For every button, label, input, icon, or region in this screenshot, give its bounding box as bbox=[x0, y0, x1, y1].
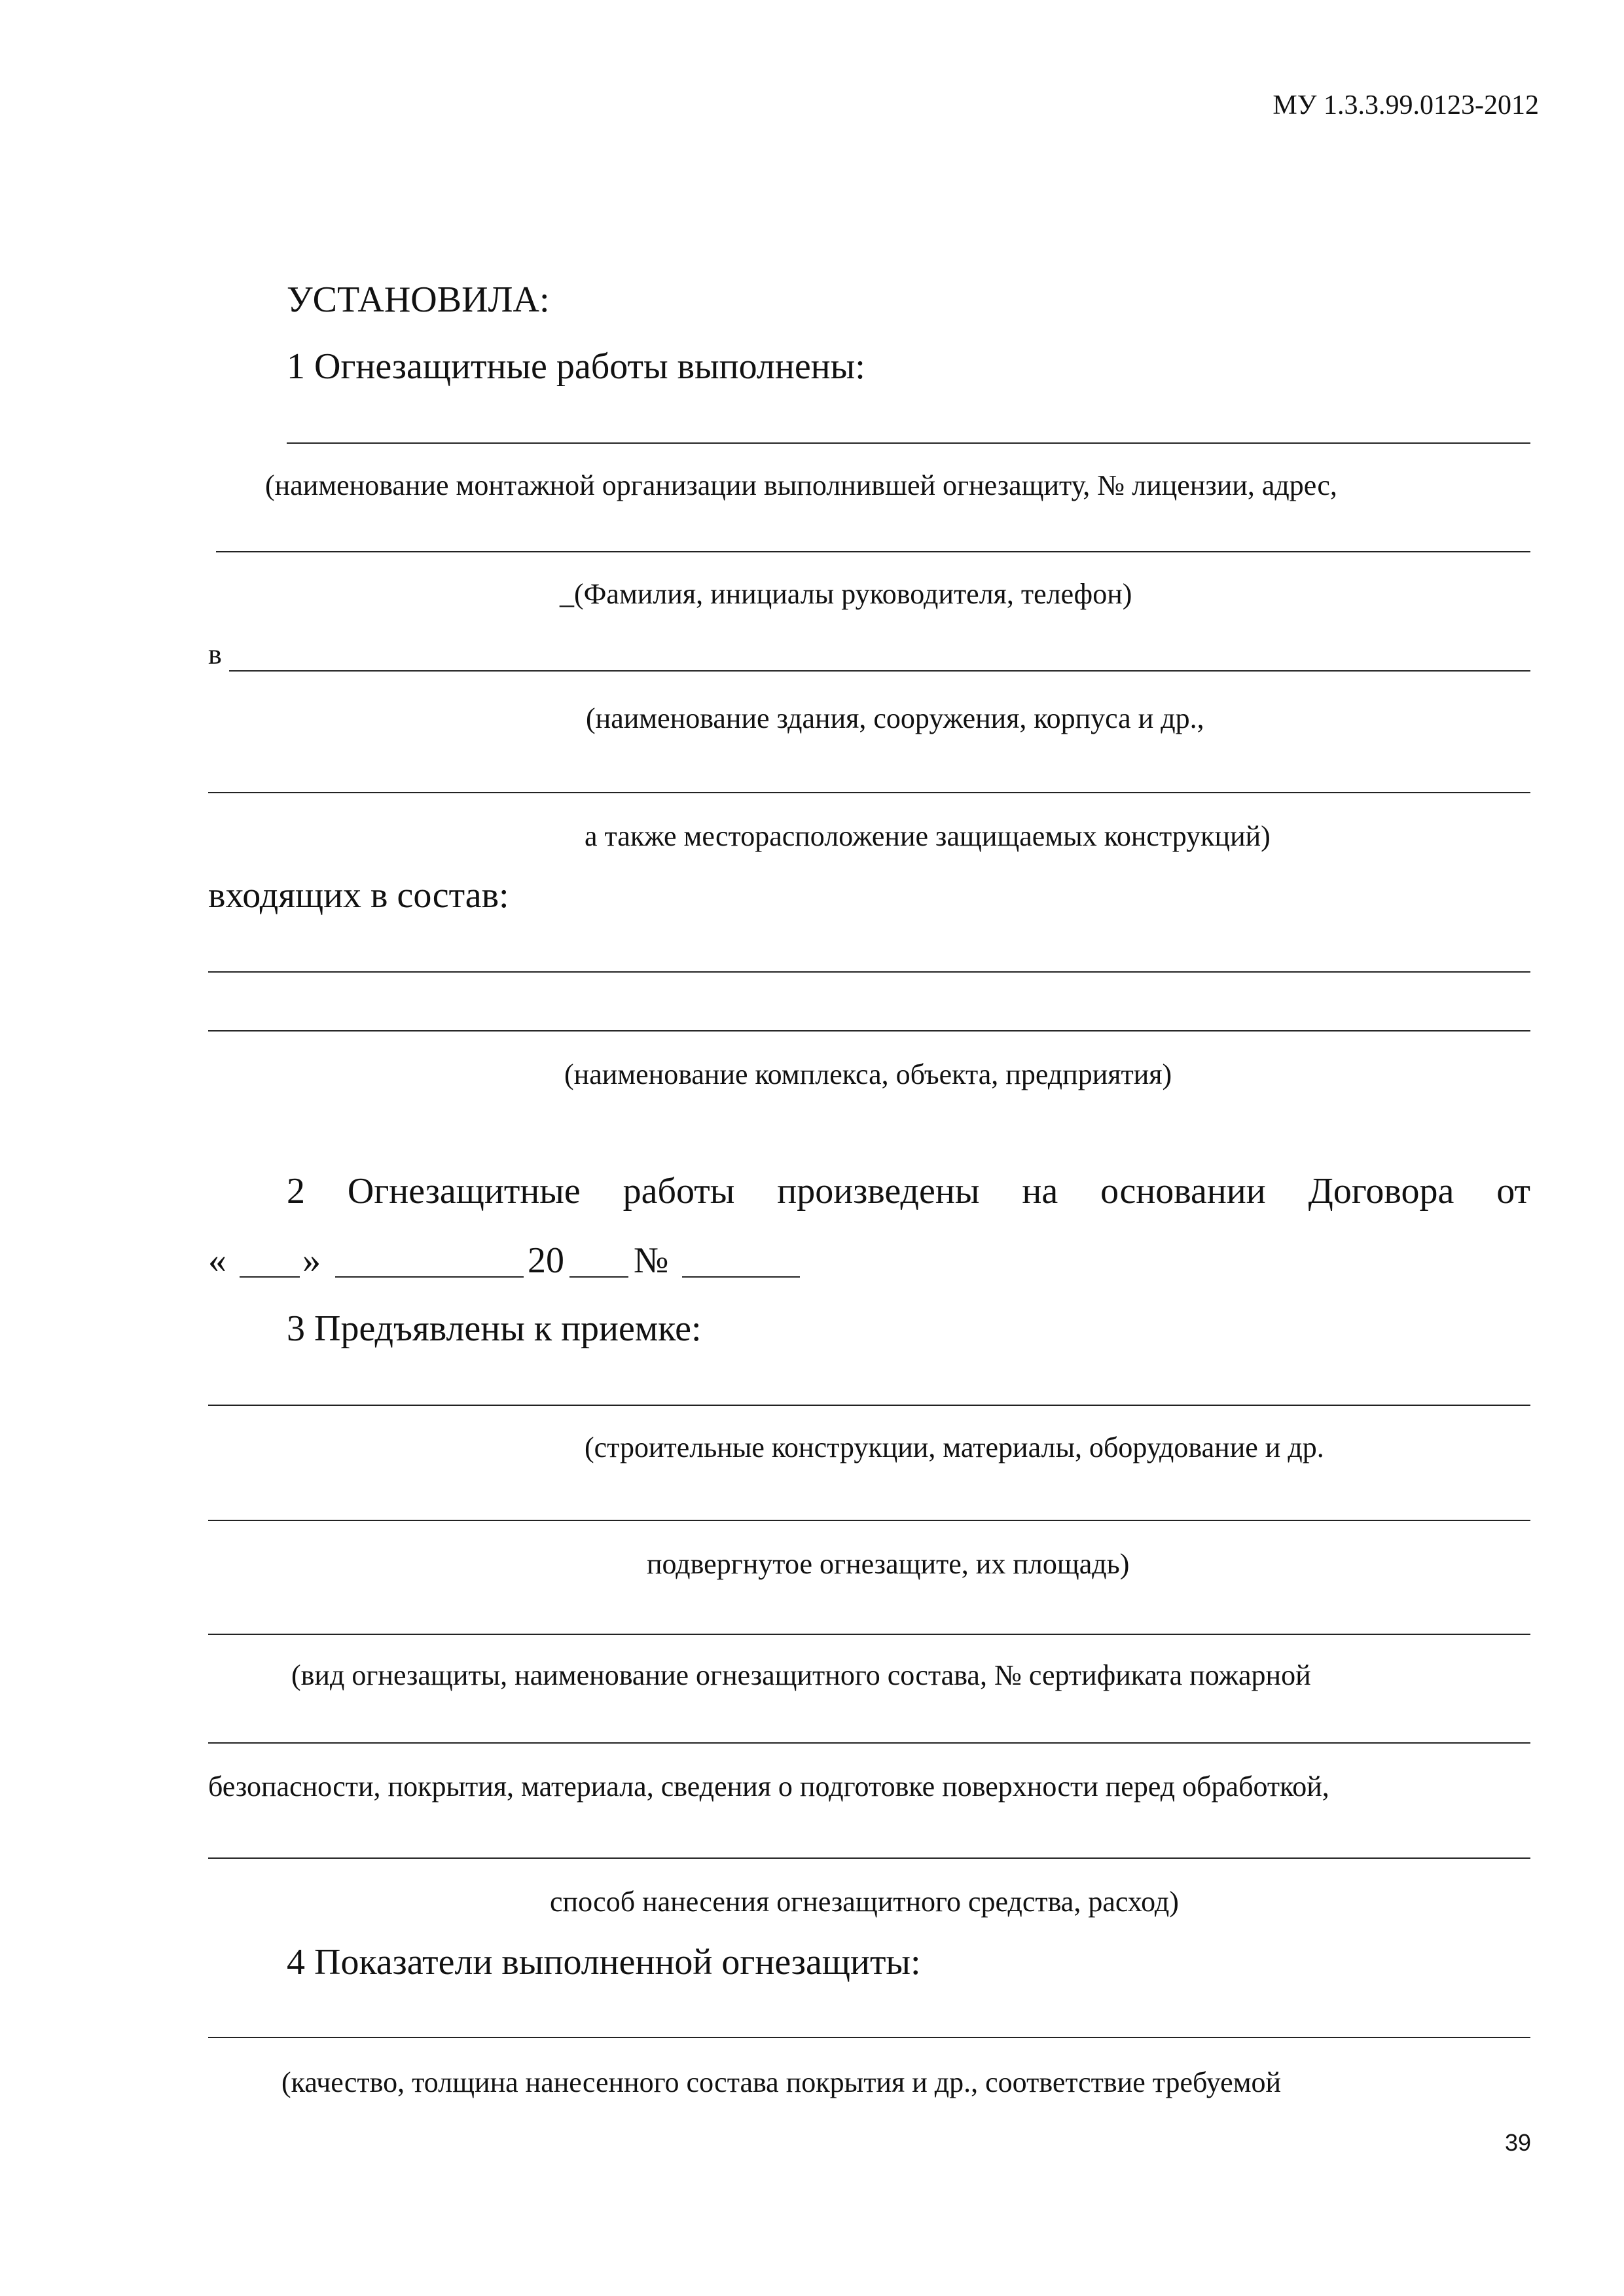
fill-line-year[interactable] bbox=[569, 1276, 628, 1278]
fill-line-area[interactable] bbox=[208, 1520, 1530, 1521]
number-sign: № bbox=[634, 1240, 669, 1281]
fill-line-structures[interactable] bbox=[208, 1405, 1530, 1406]
caption-type: (вид огнезащиты, наименование огнезащитного состава, № сертификата пожарной bbox=[291, 1659, 1311, 1691]
item-2-word: 2 bbox=[287, 1171, 305, 1211]
item-2-word: произведены bbox=[777, 1171, 980, 1211]
fill-line-building[interactable] bbox=[229, 670, 1530, 672]
fill-line-method[interactable] bbox=[208, 1857, 1530, 1859]
item-2-word: Договора bbox=[1308, 1171, 1454, 1211]
fill-line-quality[interactable] bbox=[208, 2037, 1530, 2038]
page-number: 39 bbox=[1504, 2129, 1531, 2156]
open-quote: « bbox=[208, 1240, 226, 1281]
fill-line-complex-1[interactable] bbox=[208, 971, 1530, 973]
caption-structures: (строительные конструкции, материалы, оборудование и др. bbox=[585, 1431, 1324, 1463]
caption-quality: (качество, толщина нанесенного состава покрытия и др., соответствие требуемой bbox=[281, 2066, 1282, 2098]
fill-line-location[interactable] bbox=[208, 792, 1530, 793]
fill-line-type[interactable] bbox=[208, 1634, 1530, 1635]
item-4-label: 4 Показатели выполненной огнезащиты: bbox=[287, 1942, 921, 1982]
item-3-label: 3 Предъявлены к приемке: bbox=[287, 1308, 702, 1349]
fill-line-safety[interactable] bbox=[208, 1742, 1530, 1744]
fill-line-day[interactable] bbox=[240, 1276, 300, 1278]
item-2-word: работы bbox=[623, 1171, 735, 1211]
fill-line-org[interactable] bbox=[287, 442, 1530, 444]
label-part-of: входящих в состав: bbox=[208, 875, 509, 916]
caption-building: (наименование здания, сооружения, корпуса и др., bbox=[586, 702, 1204, 734]
caption-method: способ нанесения огнезащитного средства, расход) bbox=[550, 1886, 1179, 1918]
caption-location: а также месторасположение защищаемых конструкций) bbox=[585, 820, 1271, 852]
fill-line-month[interactable] bbox=[335, 1276, 524, 1278]
fill-line-complex-2[interactable] bbox=[208, 1030, 1530, 1031]
caption-head: _(Фамилия, инициалы руководителя, телефон) bbox=[560, 578, 1132, 610]
item-2-word: на bbox=[1022, 1171, 1058, 1211]
caption-org: (наименование монтажной организации выполнившей огнезащиту, № лицензии, адрес, bbox=[265, 469, 1337, 501]
item-2-word: от bbox=[1496, 1171, 1530, 1211]
fill-line-head[interactable] bbox=[216, 551, 1530, 552]
year-prefix: 20 bbox=[528, 1240, 564, 1281]
close-quote: » bbox=[302, 1240, 321, 1281]
item-2-word: основании bbox=[1100, 1171, 1266, 1211]
fill-line-contract-number[interactable] bbox=[682, 1276, 800, 1278]
caption-complex: (наименование комплекса, объекта, предприятия) bbox=[564, 1058, 1172, 1090]
item-1-label: 1 Огнезащитные работы выполнены: bbox=[287, 346, 865, 387]
item-2-word: Огнезащитные bbox=[347, 1171, 581, 1211]
caption-area: подвергнутое огнезащите, их площадь) bbox=[647, 1548, 1130, 1580]
document-number: МУ 1.3.3.99.0123-2012 bbox=[1272, 90, 1539, 120]
caption-safety: безопасности, покрытия, материала, сведения о подготовке поверхности перед обработкой, bbox=[208, 1770, 1329, 1803]
prefix-v: в bbox=[208, 638, 222, 670]
section-title: УСТАНОВИЛА: bbox=[287, 279, 550, 320]
item-2-text bbox=[287, 1173, 1530, 1210]
